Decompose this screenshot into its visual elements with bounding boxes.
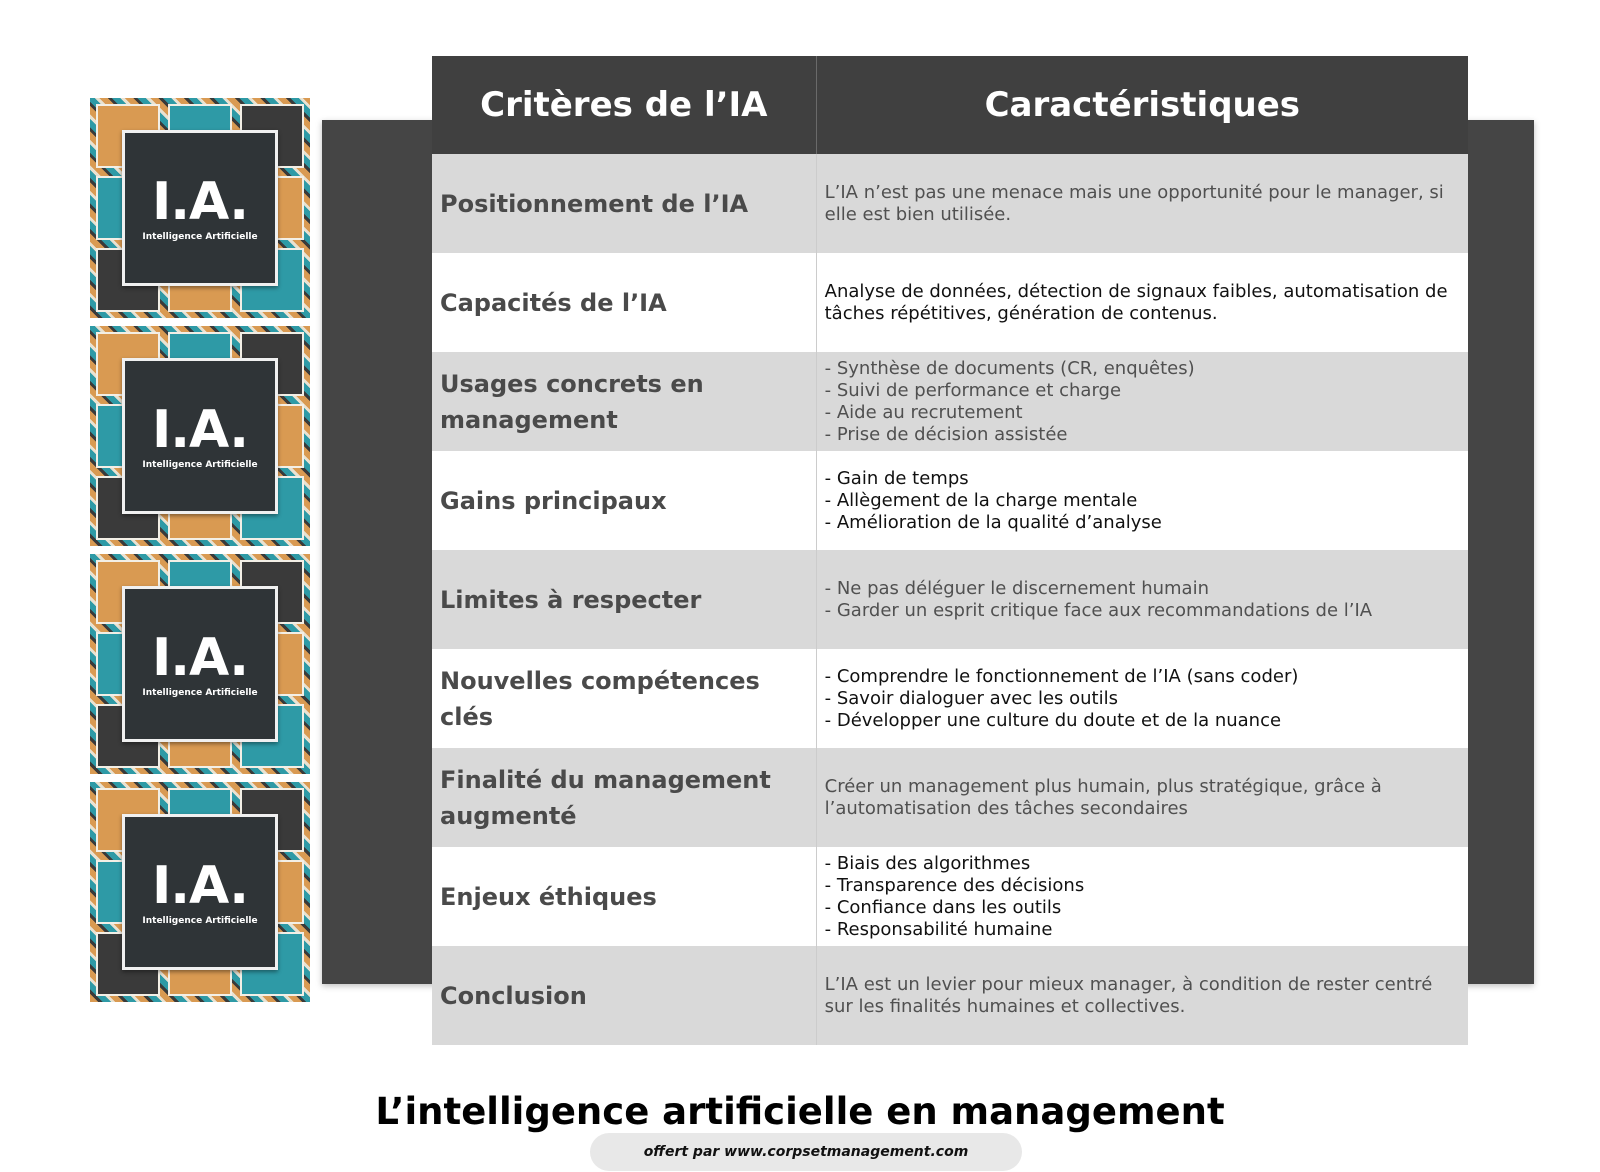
description-lines <box>825 974 1460 1018</box>
criteria-cell: Positionnement de l’IA <box>432 154 817 253</box>
description-line: - Garder un esprit critique face aux recommandations de l’IA <box>824 599 1373 621</box>
description-line: L’IA est un levier pour mieux manager, à condition de rester centré sur les finalités humaines et collectives. <box>824 973 1433 1017</box>
description-lines <box>825 776 1460 820</box>
description-cell <box>817 649 1468 748</box>
criteria-cell: Enjeux éthiques <box>432 847 817 946</box>
table-header <box>432 56 1468 154</box>
description-lines <box>825 281 1460 325</box>
table-row <box>432 748 1468 847</box>
page-title: L’intelligence artificielle en management <box>375 1090 1225 1133</box>
description-cell <box>817 154 1468 253</box>
description-line: - Responsabilité humaine <box>824 918 1053 940</box>
table-row <box>432 154 1468 253</box>
description-lines <box>825 468 1162 534</box>
ia-logo-subtext: Intelligence Artificielle <box>142 460 258 470</box>
ia-image <box>90 98 310 318</box>
header-caracteristiques: Caractéristiques <box>984 85 1301 125</box>
description-line: - Transparence des décisions <box>824 874 1085 896</box>
criteria-cell: Capacités de l’IA <box>432 253 817 352</box>
description-line: - Ne pas déléguer le discernement humain <box>824 577 1209 599</box>
ia-image <box>90 554 310 774</box>
ia-logo-card <box>122 586 278 742</box>
description-cell <box>817 748 1468 847</box>
ia-logo-card <box>122 358 278 514</box>
table-row <box>432 847 1468 946</box>
criteria-cell: Conclusion <box>432 946 817 1045</box>
ia-logo-text: I.A. <box>151 400 249 460</box>
ia-logo-card <box>122 814 278 970</box>
description-cell <box>817 847 1468 946</box>
table-row <box>432 451 1468 550</box>
description-line: - Prise de décision assistée <box>824 423 1068 445</box>
description-cell <box>817 946 1468 1045</box>
ia-image-strip <box>90 98 310 1008</box>
description-cell <box>817 253 1468 352</box>
criteria-cell: Gains principaux <box>432 451 817 550</box>
criteria-cell: Nouvelles compétences clés <box>432 649 817 748</box>
criteria-cell: Limites à respecter <box>432 550 817 649</box>
ia-logo-subtext: Intelligence Artificielle <box>142 916 258 926</box>
ia-logo-text: I.A. <box>151 856 249 916</box>
ia-image <box>90 326 310 546</box>
table-row <box>432 649 1468 748</box>
description-lines <box>825 853 1085 941</box>
ia-logo-text: I.A. <box>151 172 249 232</box>
description-line: - Gain de temps <box>824 467 969 489</box>
description-lines <box>825 578 1372 622</box>
description-lines <box>825 182 1460 226</box>
criteria-table <box>432 56 1468 1045</box>
description-cell <box>817 352 1468 451</box>
ia-image <box>90 782 310 1002</box>
description-line: - Comprendre le fonctionnement de l’IA (sans coder) <box>824 665 1299 687</box>
criteria-cell: Usages concrets en management <box>432 352 817 451</box>
description-line: - Synthèse de documents (CR, enquêtes) <box>824 357 1195 379</box>
description-line: - Savoir dialoguer avec les outils <box>824 687 1118 709</box>
table-row <box>432 253 1468 352</box>
description-line: - Biais des algorithmes <box>824 852 1031 874</box>
table-body <box>432 154 1468 1045</box>
description-line: - Développer une culture du doute et de la nuance <box>824 709 1282 731</box>
subtitle-pill: offert par www.corpsetmanagement.com <box>590 1133 1022 1171</box>
description-cell <box>817 451 1468 550</box>
ia-logo-text: I.A. <box>151 628 249 688</box>
description-line: - Suivi de performance et charge <box>824 379 1122 401</box>
description-line: - Confiance dans les outils <box>824 896 1062 918</box>
description-lines <box>825 666 1299 732</box>
description-line: - Amélioration de la qualité d’analyse <box>824 511 1162 533</box>
criteria-cell: Finalité du management augmenté <box>432 748 817 847</box>
description-cell <box>817 550 1468 649</box>
description-line: - Allègement de la charge mentale <box>824 489 1138 511</box>
header-criteres: Critères de l’IA <box>432 56 817 154</box>
ia-logo-subtext: Intelligence Artificielle <box>142 232 258 242</box>
description-line: L’IA n’est pas une menace mais une opportunité pour le manager, si elle est bien utilisée. <box>824 181 1444 225</box>
table-row <box>432 352 1468 451</box>
description-line: Créer un management plus humain, plus stratégique, grâce à l’automatisation des tâches secondaires <box>824 775 1382 819</box>
description-line: - Aide au recrutement <box>824 401 1023 423</box>
ia-logo-card <box>122 130 278 286</box>
description-line: Analyse de données, détection de signaux faibles, automatisation de tâches répétitives, génération de contenus. <box>824 280 1448 324</box>
description-lines <box>825 358 1195 446</box>
ia-logo-subtext: Intelligence Artificielle <box>142 688 258 698</box>
table-row <box>432 946 1468 1045</box>
table-row <box>432 550 1468 649</box>
